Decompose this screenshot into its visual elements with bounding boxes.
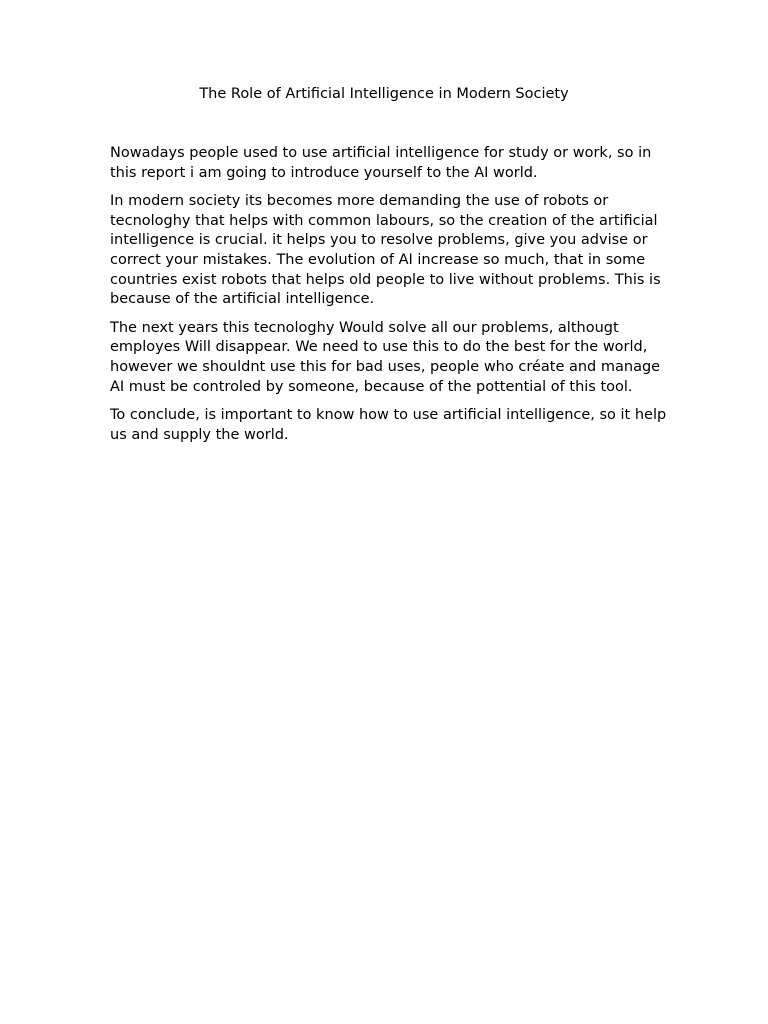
paragraph-conclusion: To conclude, is important to know how to use artificial intelligence, so it help us and supply the world. bbox=[110, 407, 667, 443]
paragraph-intro: Nowadays people used to use artificial intelligence for study or work, so in this report i am going to introduce yourself to the AI world. bbox=[110, 145, 652, 181]
document-title: The Role of Artificial Intelligence in Modern Society bbox=[199, 86, 569, 102]
paragraph-modern-society: In modern society its becomes more demanding the use of robots or tecnologhy that helps with common labours, so the creation of the artificial intelligence is crucial. it helps you to resolve problems, give you advise or correct your mistakes. The evolution of AI increase so much, that in some countries exist robots that helps old people to live without problems. This is because of the artificial intelligence. bbox=[110, 193, 661, 308]
paragraph-next-years: The next years this tecnologhy Would solve all our problems, althougt employes Will disappear. We need to use this to do the best for the world, however we shouldnt use this for bad uses, people who créate and manage AI must be controled by someone, because of the pottential of this tool. bbox=[110, 319, 661, 395]
document-body bbox=[110, 144, 670, 454]
